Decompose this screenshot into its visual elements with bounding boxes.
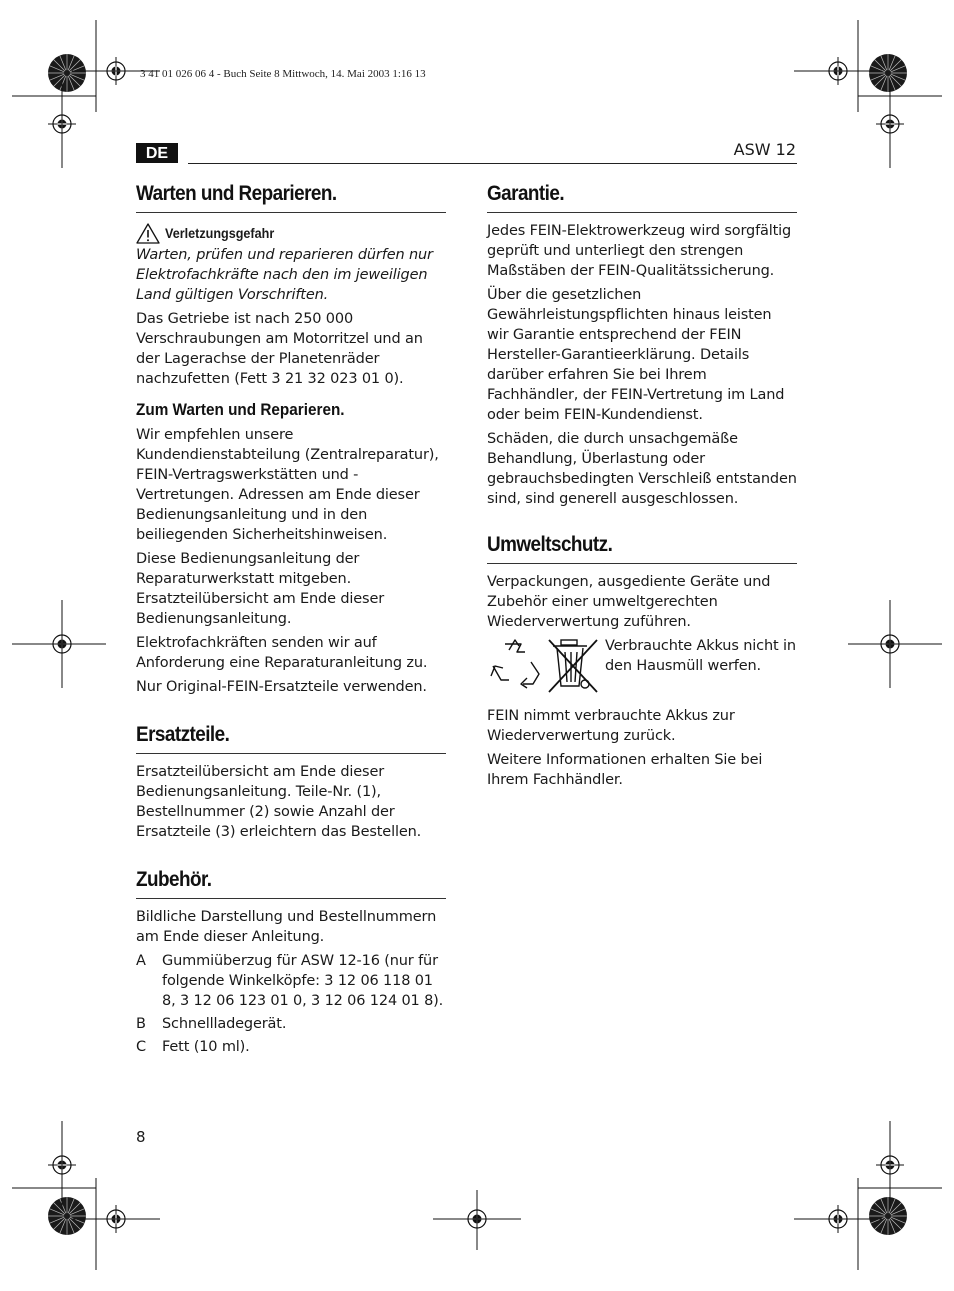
maintenance-para-4: Elektrofachkräften senden wir auf Anforderung eine Reparaturanleitung zu. xyxy=(136,635,428,671)
crossed-out-bin-icon xyxy=(545,636,601,694)
spare-parts-text: Ersatzteilübersicht am Ende dieser Bedienungsanleitung. Teile-Nr. (1), Bestellnummer (2) sowie Anzahl der Ersatzteile (3) erleichtern das Bestellen. xyxy=(136,764,422,840)
section-spare-parts xyxy=(136,719,446,842)
battery-note: Verbrauchte Akkus nicht in den Hausmüll werfen. xyxy=(605,638,796,674)
environment-para-3: Weitere Informationen erhalten Sie bei Ihrem Fachhändler. xyxy=(487,752,763,788)
warning-line xyxy=(136,221,446,245)
environment-para-1: Verpackungen, ausgediente Geräte und Zubehör einer umweltgerechten Wiederverwertung zuführen. xyxy=(487,574,771,630)
maintenance-rule xyxy=(136,212,446,213)
recycling-icon xyxy=(487,636,545,692)
accessories-intro: Bildliche Darstellung und Bestellnummern am Ende dieser Anleitung. xyxy=(136,909,437,945)
warning-triangle-icon xyxy=(136,223,160,244)
print-job-info: 3 41 01 026 06 4 - Buch Seite 8 Mittwoch, 14. Mai 2003 1:16 13 xyxy=(140,68,426,80)
section-environment xyxy=(487,529,797,790)
warranty-rule xyxy=(487,212,797,213)
list-item-text: Schnellladegerät. xyxy=(162,1016,287,1032)
list-item-key: A xyxy=(136,953,146,969)
maintenance-heading: Warten und Reparieren. xyxy=(136,182,337,205)
warning-label: Verletzungsgefahr xyxy=(165,225,275,241)
list-item-key: C xyxy=(136,1039,146,1055)
accessories-rule xyxy=(136,898,446,899)
environment-heading: Umweltschutz. xyxy=(487,533,613,556)
list-item-text: Fett (10 ml). xyxy=(162,1039,250,1055)
warranty-para-1: Jedes FEIN-Elektrowerkzeug wird sorgfältig geprüft und unterliegt den strengen Maßstäben der FEIN-Qualitätssicherung. xyxy=(487,223,792,279)
list-item-text: Gummiüberzug für ASW 12-16 (nur für folgende Winkelköpfe: 3 12 06 118 01 8, 3 12 06 123 01 0, 3 12 06 124 01 8). xyxy=(162,953,444,1009)
environment-rule xyxy=(487,563,797,564)
list-item-key: B xyxy=(136,1016,146,1032)
warranty-heading: Garantie. xyxy=(487,182,565,205)
section-warranty xyxy=(487,178,797,509)
list-item xyxy=(136,1014,446,1034)
maintenance-para-3: Diese Bedienungsanleitung der Reparaturwerkstatt mitgeben. Ersatzteilübersicht am Ende dieser Bedienungsanleitung. xyxy=(136,551,385,627)
maintenance-subheading: Zum Warten und Reparieren. xyxy=(136,400,345,419)
warranty-para-2: Über die gesetzlichen Gewährleistungspflichten hinaus leisten wir Garantie entsprechend der FEIN Hersteller-Garantieerklärung. Details darüber erfahren Sie bei Ihrem Fachhändler, der FEIN-Vertretung im Land oder beim FEIN-Kundendienst. xyxy=(487,287,785,423)
environment-para-2: FEIN nimmt verbrauchte Akkus zur Wiederverwertung zurück. xyxy=(487,708,735,744)
right-column xyxy=(487,178,797,794)
maintenance-para-5: Nur Original-FEIN-Ersatzteile verwenden. xyxy=(136,679,427,695)
spare-parts-heading: Ersatzteile. xyxy=(136,723,230,746)
spare-parts-rule xyxy=(136,753,446,754)
list-item xyxy=(136,1037,446,1057)
language-badge: DE xyxy=(136,143,178,163)
maintenance-para-1: Das Getriebe ist nach 250 000 Verschraubungen am Motorritzel und an der Lagerachse der Planetenräder nachzufetten (Fett 3 21 32 023 01 0). xyxy=(136,311,423,387)
section-accessories xyxy=(136,864,446,1057)
accessories-heading: Zubehör. xyxy=(136,868,212,891)
battery-disposal-row xyxy=(487,636,797,694)
warning-text: Warten, prüfen und reparieren dürfen nur Elektrofachkräfte nach den im jeweiligen Land gültigen Vorschriften. xyxy=(136,247,433,303)
warranty-para-3: Schäden, die durch unsachgemäße Behandlung, Überlastung oder gebrauchsbedingten Verschleiß entstanden sind, sind generell ausgeschlossen. xyxy=(487,431,797,507)
maintenance-para-2: Wir empfehlen unsere Kundendienstabteilung (Zentralreparatur), FEIN-Vertragswerkstätten und -Vertretungen. Adressen am Ende dieser Bedienungsanleitung und in den beiliegenden Sicherheitshinweisen. xyxy=(136,427,439,543)
section-maintenance xyxy=(136,178,446,697)
model-label: ASW 12 xyxy=(733,140,796,159)
list-item xyxy=(136,951,446,1011)
left-column xyxy=(136,178,446,1060)
header-rule xyxy=(188,163,797,164)
page-number: 8 xyxy=(136,1128,146,1146)
